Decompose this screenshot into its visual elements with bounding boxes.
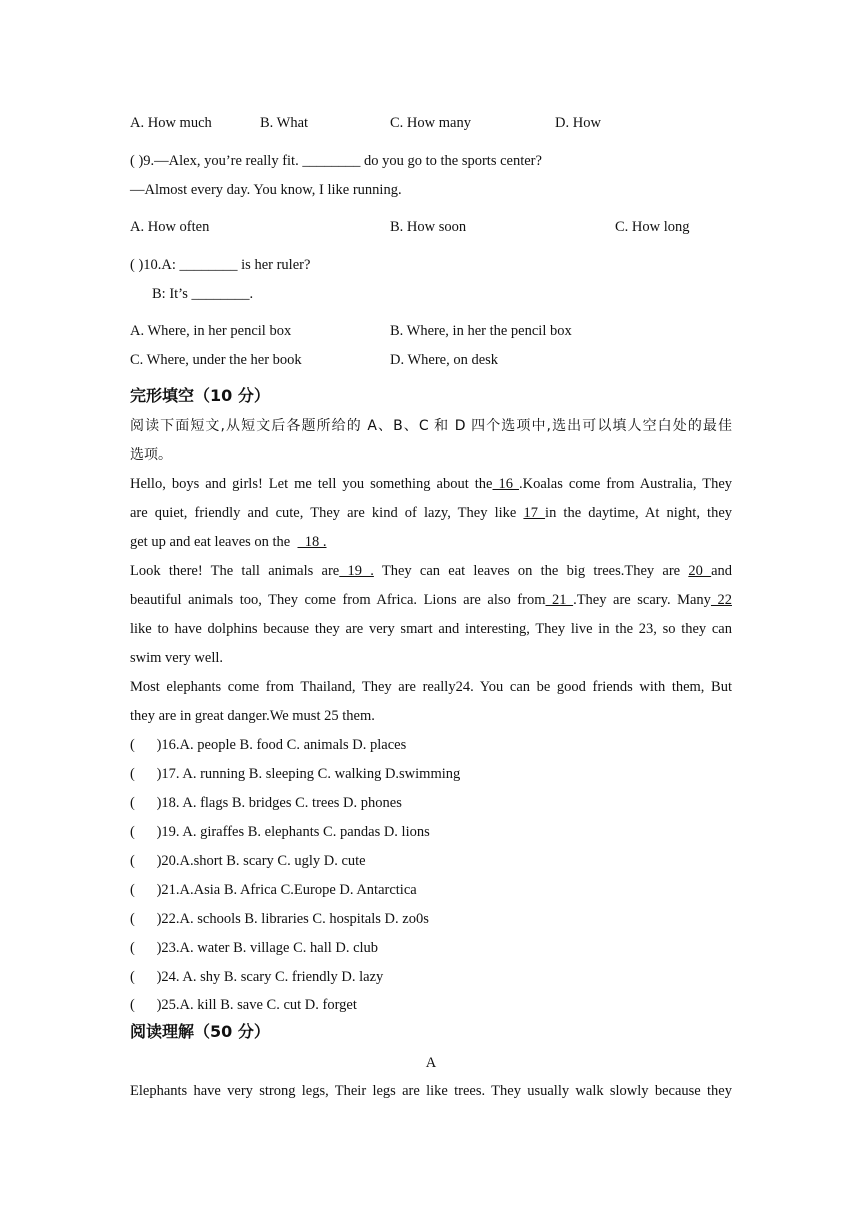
q9-stem: ( )9.—Alex, you’re really fit. ________ do you go to the sports center?: [130, 153, 542, 169]
passage-p2-line4: swim very well.: [130, 650, 224, 666]
reading-heading: 阅读理解（50 分）: [130, 1022, 270, 1041]
blank-17: 17: [523, 505, 546, 521]
cloze-question-25: ( )25.A. kill B. save C. cut D. forget: [130, 997, 357, 1013]
blank-18: 18 .: [297, 534, 327, 550]
q8-option-c: C. How many: [390, 115, 471, 131]
q8-option-d: D. How: [555, 115, 601, 131]
q8-option-a: A. How much: [130, 115, 212, 131]
q9-option-a: A. How often: [130, 219, 210, 235]
q10-option-c: C. Where, under the her book: [130, 352, 302, 368]
cloze-question-19: ( )19. A. giraffes B. elephants C. pandas D. lions: [130, 824, 430, 840]
passage-p1-line3: get up and eat leaves on the 18 .: [130, 534, 327, 550]
passage-p2-line2: beautiful animals too, They come from Africa. Lions are also from 21 .They are scary. Many 22: [130, 592, 732, 608]
q9-option-c: C. How long: [615, 219, 690, 235]
passage-p2-line1: Look there! The tall animals are 19 . They can eat leaves on the big trees.They are 20 and: [130, 563, 733, 579]
blank-21: 21: [545, 592, 574, 608]
cloze-question-20: ( )20.A.short B. scary C. ugly D. cute: [130, 853, 366, 869]
passage-p2-line3: like to have dolphins because they are very smart and interesting, They live in the 23, so they can: [130, 621, 732, 637]
passage-p1-line1: Hello, boys and girls! Let me tell you something about the 16 .Koalas come from Australia, They: [130, 476, 733, 492]
passage-p3-line2: they are in great danger.We must 25 them.: [130, 708, 375, 724]
cloze-heading: 完形填空（10 分）: [130, 386, 270, 405]
q9-option-b: B. How soon: [390, 219, 467, 235]
cloze-instruction-line1: 阅读下面短文,从短文后各题所给的 A、B、C 和 D 四个选项中,选出可以填人空白处的最佳: [130, 418, 732, 434]
q10-option-d: D. Where, on desk: [390, 352, 499, 368]
cloze-question-21: ( )21.A.Asia B. Africa C.Europe D. Antarctica: [130, 882, 417, 898]
q8-option-b: B. What: [260, 115, 309, 131]
cloze-question-23: ( )23.A. water B. village C. hall D. club: [130, 940, 379, 956]
cloze-question-24: ( )24. A. shy B. scary C. friendly D. lazy: [130, 969, 384, 985]
blank-19: 19 .: [339, 563, 374, 579]
q10-reply: B: It’s ________.: [152, 286, 254, 302]
cloze-question-22: ( )22.A. schools B. libraries C. hospitals D. zo0s: [130, 911, 429, 927]
reading-section-label: A: [425, 1055, 437, 1071]
cloze-question-17: ( )17. A. running B. sleeping C. walking D.swimming: [130, 766, 461, 782]
reading-passage-line1: Elephants have very strong legs, Their legs are like trees. They usually walk slowly because they: [130, 1083, 732, 1099]
passage-p1-line2: are quiet, friendly and cute, They are kind of lazy, They like 17 in the daytime, At night, they: [130, 505, 733, 521]
q10-option-a: A. Where, in her pencil box: [130, 323, 292, 339]
q9-reply: —Almost every day. You know, I like running.: [130, 182, 402, 198]
blank-20: 20: [688, 563, 712, 579]
q10-option-b: B. Where, in her the pencil box: [390, 323, 572, 339]
cloze-question-16: ( )16.A. people B. food C. animals D. places: [130, 737, 407, 753]
passage-p3-line1: Most elephants come from Thailand, They are really24. You can be good friends with them, But: [130, 679, 732, 695]
blank-16: 16: [492, 476, 519, 492]
cloze-question-18: ( )18. A. flags B. bridges C. trees D. phones: [130, 795, 402, 811]
blank-22: 22: [710, 592, 732, 608]
q10-stem: ( )10.A: ________ is her ruler?: [130, 257, 311, 273]
cloze-instruction-line2: 选项。: [130, 447, 172, 463]
